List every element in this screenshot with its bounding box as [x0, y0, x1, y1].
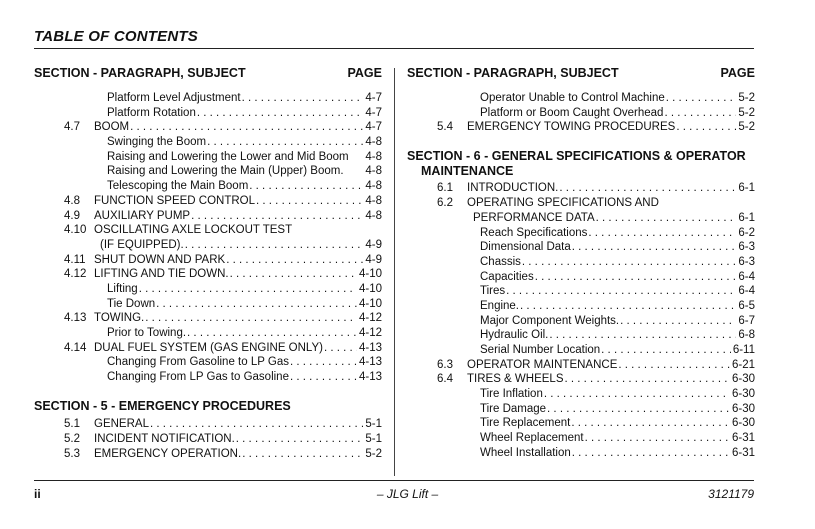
- toc-entry: [407, 387, 755, 402]
- toc-entry-number: 5.2: [64, 433, 80, 446]
- toc-entry-label: Raising and Lowering the Lower and Mid Boom: [107, 150, 349, 163]
- toc-entry-label: Tire Inflation: [480, 388, 543, 401]
- toc-leader-dots: [230, 267, 357, 282]
- toc-entry: [407, 416, 755, 431]
- toc-entry-page: 5-2: [365, 447, 382, 460]
- toc-entry-page: 6-3: [738, 241, 755, 254]
- toc-entry: [34, 267, 382, 282]
- toc-entry-label: OSCILLATING AXLE LOCKOUT TEST: [94, 224, 293, 237]
- toc-leader-dots: [565, 372, 730, 387]
- toc-entry-label: EMERGENCY OPERATION.: [94, 447, 242, 460]
- toc-entry-label: Lifting: [107, 282, 138, 295]
- toc-entry-number: 5.1: [64, 418, 80, 431]
- toc-leader-dots: [535, 270, 737, 285]
- toc-entry-page: 5-1: [365, 418, 382, 431]
- toc-entry: [34, 91, 382, 106]
- toc-entry: [34, 432, 382, 447]
- toc-entry-label: BOOM: [94, 121, 130, 134]
- page-header-label: PAGE: [720, 66, 755, 80]
- left-column: [34, 66, 382, 462]
- toc-leader-dots: [596, 211, 737, 226]
- toc-leader-dots: [150, 417, 363, 432]
- toc-entry-label: INTRODUCTION.: [467, 182, 559, 195]
- toc-leader-dots: [666, 91, 737, 106]
- toc-entry-page: 6-30: [731, 373, 755, 386]
- toc-entry-page: 6-8: [738, 329, 755, 342]
- toc-entry-label: TIRES & WHEELS: [467, 373, 564, 386]
- toc-entry: [407, 402, 755, 417]
- toc-entry-label: SHUT DOWN AND PARK: [94, 253, 226, 266]
- toc-leader-dots: [544, 387, 730, 402]
- toc-leader-dots: [547, 402, 730, 417]
- toc-entry: [407, 372, 755, 387]
- toc-entry-number: 4.8: [64, 194, 80, 207]
- right-toc-list-top: [407, 91, 755, 135]
- toc-entry-page: 6-30: [731, 417, 755, 430]
- toc-entry-label: Swinging the Boom: [107, 136, 207, 149]
- toc-entry-label: Telescoping the Main Boom: [107, 180, 249, 193]
- toc-entry-label: OPERATING SPECIFICATIONS AND: [467, 197, 659, 210]
- toc-entry-number: 5.3: [64, 447, 80, 460]
- toc-entry-label: DUAL FUEL SYSTEM (GAS ENGINE ONLY): [94, 341, 323, 354]
- toc-leader-dots: [256, 194, 363, 209]
- toc-entry-page: 4-8: [365, 209, 382, 222]
- toc-entry-label: TOWING.: [94, 312, 145, 325]
- toc-entry-page: 6-3: [738, 255, 755, 268]
- toc-entry-label: Platform Rotation: [107, 106, 196, 119]
- toc-entry-page: 4-10: [358, 297, 382, 310]
- subject-header-label: SECTION - PARAGRAPH, SUBJECT: [407, 66, 619, 80]
- toc-entry-label: Prior to Towing.: [107, 327, 187, 339]
- toc-entry-page: 4-10: [358, 268, 382, 281]
- toc-entry-label: Tie Down: [107, 297, 156, 310]
- toc-entry: [34, 282, 382, 297]
- toc-entry-label: Dimensional Data: [480, 241, 571, 254]
- toc-leader-dots: [139, 282, 357, 297]
- footer-page-number: ii: [34, 487, 41, 501]
- footer-doc-number: 3121179: [708, 487, 754, 501]
- toc-entry-label: Wheel Installation: [480, 446, 571, 459]
- toc-entry-number: 4.12: [64, 268, 87, 281]
- subject-header-label: SECTION - PARAGRAPH, SUBJECT: [34, 66, 246, 80]
- toc-entry-label: Capacities: [480, 270, 534, 283]
- toc-entry-page: 5-1: [365, 433, 382, 446]
- toc-entry: [34, 106, 382, 121]
- toc-leader-dots: [588, 226, 736, 241]
- toc-entry: [34, 355, 382, 370]
- toc-entry-page: 6-1: [738, 211, 755, 224]
- toc-leader-dots: [572, 446, 730, 461]
- toc-entry-number: 6.3: [437, 358, 453, 371]
- toc-entry: [407, 106, 755, 121]
- bottom-rule: [34, 480, 754, 481]
- toc-entry: [34, 417, 382, 432]
- toc-entry-label: Platform or Boom Caught Overhead: [480, 106, 664, 119]
- toc-entry-label: Changing From LP Gas to Gasoline: [107, 371, 289, 384]
- toc-entry: [407, 270, 755, 285]
- toc-entry-label: LIFTING AND TIE DOWN.: [94, 268, 229, 281]
- right-column-header: [407, 66, 755, 82]
- left-column-header: [34, 66, 382, 82]
- toc-leader-dots: [571, 416, 730, 431]
- toc-leader-dots: [664, 106, 736, 121]
- toc-entry-label: GENERAL: [94, 418, 149, 431]
- toc-entry-label: PERFORMANCE DATA: [473, 211, 595, 224]
- toc-entry-page: 6-4: [738, 285, 755, 298]
- top-rule: [34, 48, 754, 49]
- toc-leader-dots: [522, 255, 736, 270]
- toc-entry-page: 4-13: [358, 356, 382, 369]
- toc-entry: [407, 299, 755, 314]
- toc-entry-label: Engine.: [480, 299, 520, 312]
- toc-entry-page: 6-31: [731, 446, 755, 459]
- toc-entry: [34, 120, 382, 135]
- toc-entry: [407, 328, 755, 343]
- toc-leader-dots: [187, 326, 357, 341]
- section-5-list: [34, 417, 382, 461]
- toc-entry-number: 4.11: [64, 253, 86, 266]
- toc-entry-page: 4-13: [358, 341, 382, 354]
- toc-entry-page: 6-31: [731, 432, 755, 445]
- toc-entry-number: 6.2: [437, 197, 453, 210]
- left-toc-list: [34, 91, 382, 385]
- toc-entry-number: 4.9: [64, 209, 80, 222]
- toc-leader-dots: [130, 120, 363, 135]
- toc-entry-page: 6-21: [731, 358, 755, 371]
- section-6-list: [407, 181, 755, 460]
- toc-entry-number: 6.4: [437, 373, 453, 386]
- toc-leader-dots: [185, 238, 364, 253]
- toc-leader-dots: [676, 120, 736, 135]
- toc-entry-page: 5-2: [738, 92, 755, 104]
- toc-entry-label: Tire Replacement: [480, 417, 571, 430]
- toc-entry-page: 4-12: [358, 327, 382, 339]
- toc-entry-page: 6-2: [738, 226, 755, 239]
- toc-leader-dots: [236, 432, 364, 447]
- toc-entry-label: INCIDENT NOTIFICATION.: [94, 433, 235, 446]
- toc-entry-page: 5-2: [738, 121, 755, 134]
- toc-entry: [34, 447, 382, 462]
- toc-entry: [34, 253, 382, 268]
- toc-entry-label: Major Component Weights.: [480, 314, 620, 327]
- toc-leader-dots: [197, 106, 364, 121]
- toc-leader-dots: [601, 343, 731, 358]
- toc-entry-number: 4.14: [64, 341, 87, 354]
- toc-entry-page: 4-7: [365, 92, 382, 104]
- toc-entry-label: Tire Damage: [480, 402, 547, 415]
- toc-entry-label: Serial Number Location: [480, 344, 601, 357]
- right-column: [407, 66, 755, 461]
- toc-entry-page: 4-9: [365, 253, 382, 266]
- toc-entry: [407, 431, 755, 446]
- toc-entry: [407, 314, 755, 329]
- toc-leader-dots: [226, 253, 363, 268]
- toc-leader-dots: [549, 328, 736, 343]
- toc-entry-page: 4-8: [365, 194, 382, 207]
- toc-entry-page: 4-8: [365, 165, 382, 178]
- toc-entry: [407, 211, 755, 226]
- toc-entry-label: Hydraulic Oil.: [480, 329, 549, 342]
- toc-entry-page: 4-9: [365, 238, 382, 251]
- page-header-label: PAGE: [347, 66, 382, 80]
- toc-entry-page: 6-1: [738, 182, 755, 195]
- toc-leader-dots: [290, 355, 357, 370]
- toc-entry-page: 4-12: [358, 312, 382, 325]
- toc-entry-label: FUNCTION SPEED CONTROL: [94, 194, 256, 207]
- toc-entry-number: 5.4: [437, 121, 453, 134]
- toc-entry: [34, 150, 382, 165]
- page-title: TABLE OF CONTENTS: [34, 28, 198, 45]
- toc-entry-page: 6-5: [738, 299, 755, 312]
- toc-entry-page: 6-30: [731, 402, 755, 415]
- toc-entry: [34, 135, 382, 150]
- toc-entry-label: Operator Unable to Control Machine: [480, 92, 665, 104]
- toc-leader-dots: [290, 370, 357, 385]
- toc-leader-dots: [324, 341, 357, 356]
- toc-entry: [407, 343, 755, 358]
- toc-entry: [407, 255, 755, 270]
- toc-entry: [34, 223, 382, 238]
- toc-leader-dots: [207, 135, 363, 150]
- toc-entry-page: 4-8: [365, 150, 382, 163]
- toc-entry-page: 6-4: [738, 270, 755, 283]
- toc-entry-number: 4.7: [64, 121, 80, 134]
- toc-entry-label: Wheel Replacement: [480, 432, 584, 445]
- toc-entry-page: 6-30: [731, 388, 755, 401]
- toc-leader-dots: [620, 314, 736, 329]
- toc-entry-label: Raising and Lowering the Main (Upper) Boom.: [107, 165, 344, 178]
- toc-entry: [407, 358, 755, 373]
- toc-entry-page: 4-13: [358, 371, 382, 384]
- toc-leader-dots: [242, 91, 364, 106]
- toc-entry-label: Tires: [480, 285, 506, 298]
- toc-entry: [34, 179, 382, 194]
- toc-entry: [34, 209, 382, 224]
- section-5-heading: SECTION - 5 - EMERGENCY PROCEDURES: [34, 398, 291, 413]
- toc-leader-dots: [191, 209, 363, 224]
- toc-entry-page: 4-7: [365, 106, 382, 119]
- toc-entry: [407, 181, 755, 196]
- toc-entry-label: Changing From Gasoline to LP Gas: [107, 356, 289, 369]
- toc-entry-number: 4.13: [64, 312, 87, 325]
- toc-entry-page: 4-7: [365, 121, 382, 134]
- section-6-heading-cont: MAINTENANCE: [421, 163, 514, 178]
- section-6-heading: SECTION - 6 - GENERAL SPECIFICATIONS & OPERATOR: [407, 149, 746, 164]
- toc-entry: [34, 341, 382, 356]
- toc-leader-dots: [559, 181, 736, 196]
- toc-entry: [34, 297, 382, 312]
- toc-entry: [34, 238, 382, 253]
- toc-leader-dots: [156, 297, 357, 312]
- toc-entry: [407, 226, 755, 241]
- toc-leader-dots: [242, 447, 363, 462]
- toc-leader-dots: [618, 358, 730, 373]
- toc-leader-dots: [585, 431, 730, 446]
- toc-leader-dots: [145, 311, 357, 326]
- toc-entry: [34, 370, 382, 385]
- toc-entry: [407, 196, 755, 211]
- toc-entry: [34, 164, 382, 179]
- toc-leader-dots: [520, 299, 736, 314]
- column-divider: [394, 68, 395, 476]
- toc-entry-label: Chassis: [480, 255, 521, 268]
- toc-leader-dots: [506, 284, 736, 299]
- toc-entry: [407, 284, 755, 299]
- toc-entry-page: 4-10: [358, 282, 382, 295]
- toc-entry-label: EMERGENCY TOWING PROCEDURES: [467, 121, 676, 134]
- toc-entry: [34, 326, 382, 341]
- toc-entry-page: 5-2: [738, 106, 755, 119]
- toc-entry-label: Platform Level Adjustment: [107, 92, 241, 104]
- footer-center-text: – JLG Lift –: [376, 487, 439, 501]
- toc-leader-dots: [572, 240, 737, 255]
- toc-entry-page: 4-8: [365, 136, 382, 149]
- toc-entry: [407, 91, 755, 106]
- toc-entry-label: Reach Specifications: [480, 226, 588, 239]
- toc-entry-page: 6-11: [732, 344, 755, 357]
- toc-entry: [407, 120, 755, 135]
- toc-entry: [34, 194, 382, 209]
- toc-entry-label: AUXILIARY PUMP: [94, 209, 191, 222]
- toc-entry-page: 4-8: [365, 180, 382, 193]
- toc-entry: [407, 446, 755, 461]
- toc-entry-label: (IF EQUIPPED).: [100, 238, 184, 251]
- toc-entry: [34, 311, 382, 326]
- toc-entry-number: 6.1: [437, 182, 453, 195]
- toc-entry: [407, 240, 755, 255]
- toc-entry-number: 4.10: [64, 224, 87, 237]
- toc-entry-label: OPERATOR MAINTENANCE: [467, 358, 618, 371]
- toc-entry-page: 6-7: [738, 314, 755, 327]
- toc-leader-dots: [249, 179, 363, 194]
